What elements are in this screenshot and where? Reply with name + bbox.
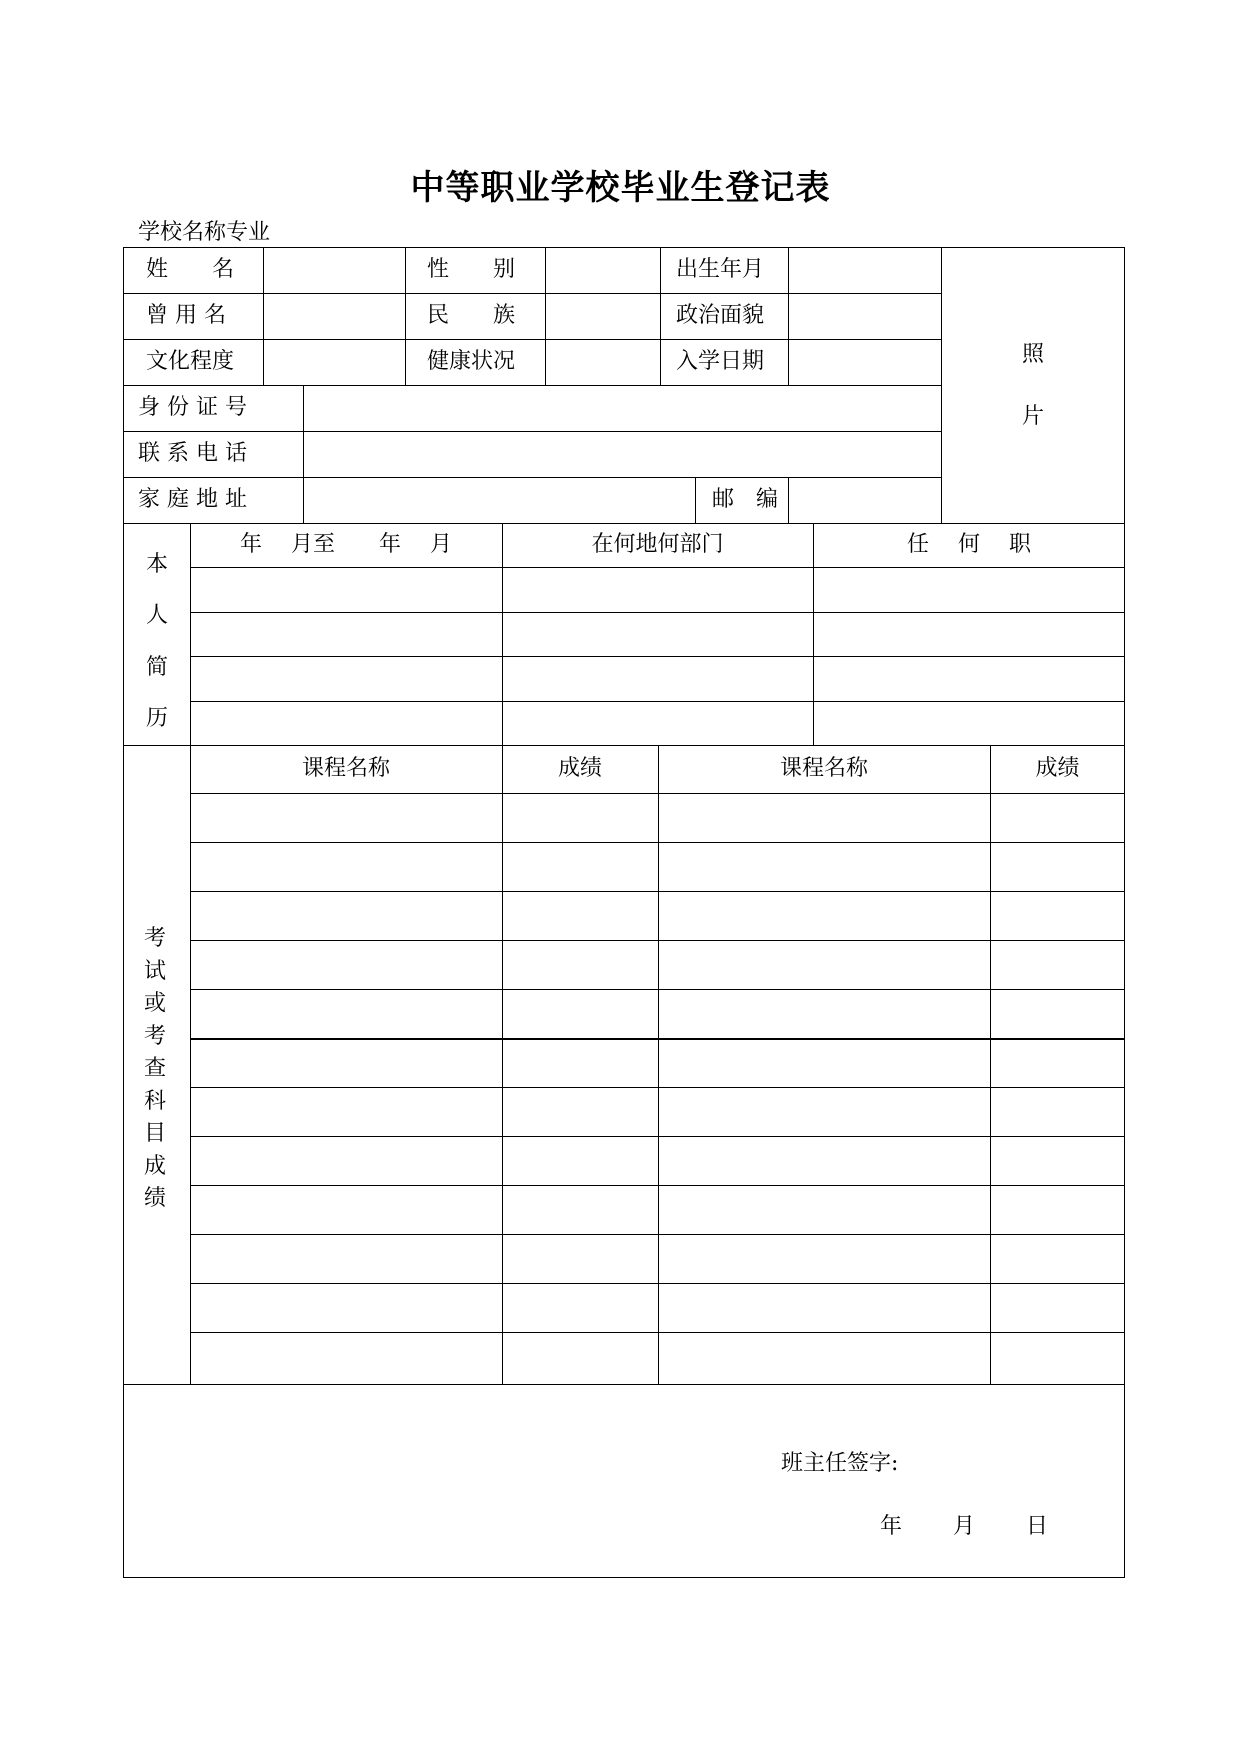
col-divider xyxy=(190,745,191,1384)
col-divider xyxy=(660,247,661,385)
col-divider xyxy=(990,745,991,1384)
row-divider xyxy=(190,701,1125,702)
former-name-label: 曾 用 名 xyxy=(146,303,226,328)
education-label: 文化程度 xyxy=(146,349,235,374)
resume-side-char: 本 xyxy=(145,552,168,577)
health-label: 健康状况 xyxy=(427,349,516,374)
photo-label-char: 照 xyxy=(1022,342,1045,367)
col-divider xyxy=(545,247,546,385)
col-divider xyxy=(941,247,942,523)
row-divider xyxy=(190,1136,1125,1137)
head-teacher-signature-label: 班主任签字: xyxy=(781,1451,899,1476)
name-label: 姓 名 xyxy=(146,257,235,282)
row-divider xyxy=(123,339,941,340)
row-divider xyxy=(190,793,1125,794)
row-divider xyxy=(123,477,941,478)
enroll-date-label: 入学日期 xyxy=(676,349,765,374)
row-divider xyxy=(190,842,1125,843)
row-divider xyxy=(190,1234,1125,1235)
row-divider xyxy=(190,1087,1125,1088)
resume-side-char: 历 xyxy=(145,706,168,731)
row-divider xyxy=(190,1038,1125,1040)
resume-position-header: 任 何 职 xyxy=(907,532,1031,557)
row-divider xyxy=(123,431,941,432)
row-divider xyxy=(190,1283,1125,1284)
birth-label: 出生年月 xyxy=(676,257,765,282)
col-divider xyxy=(263,247,264,385)
scores-side-label: 考试或考查科目成绩 xyxy=(143,926,166,1211)
resume-period-header: 年 月至 年 月 xyxy=(240,532,452,557)
col-divider xyxy=(303,385,304,523)
col-divider xyxy=(658,745,659,1384)
col-divider xyxy=(405,247,406,385)
resume-side-char: 人 xyxy=(145,603,168,628)
row-divider xyxy=(190,656,1125,657)
photo-label-char: 片 xyxy=(1022,404,1045,429)
col-divider xyxy=(788,477,789,523)
score-header-left: 成绩 xyxy=(557,756,602,781)
row-divider xyxy=(123,293,941,294)
col-divider xyxy=(788,247,789,385)
col-divider xyxy=(502,745,503,1384)
resume-side-char: 简 xyxy=(145,655,168,680)
address-label: 家 庭 地 址 xyxy=(138,487,247,512)
row-divider xyxy=(190,612,1125,613)
col-divider xyxy=(695,477,696,523)
row-divider xyxy=(190,1185,1125,1186)
form-table xyxy=(123,247,1125,1578)
score-header-right: 成绩 xyxy=(1035,756,1080,781)
resume-place-header: 在何地何部门 xyxy=(591,532,724,557)
row-divider xyxy=(190,1332,1125,1333)
course-name-header-left: 课程名称 xyxy=(301,756,390,781)
signature-date: 年 月 日 xyxy=(880,1514,1048,1539)
row-divider xyxy=(123,385,941,386)
page-title: 中等职业学校毕业生登记表 xyxy=(410,168,831,208)
course-name-header-right: 课程名称 xyxy=(779,756,868,781)
row-divider xyxy=(190,891,1125,892)
gender-label: 性 别 xyxy=(427,257,516,282)
section-divider xyxy=(123,1384,1125,1385)
row-divider xyxy=(190,989,1125,990)
postcode-label: 邮 编 xyxy=(712,487,779,512)
political-status-label: 政治面貌 xyxy=(676,303,765,328)
row-divider xyxy=(190,940,1125,941)
id-number-label: 身 份 证 号 xyxy=(138,395,247,420)
school-name-major-label: 学校名称专业 xyxy=(138,220,271,245)
ethnicity-label: 民 族 xyxy=(427,303,516,328)
phone-label: 联 系 电 话 xyxy=(138,441,247,466)
row-divider xyxy=(190,567,1125,568)
